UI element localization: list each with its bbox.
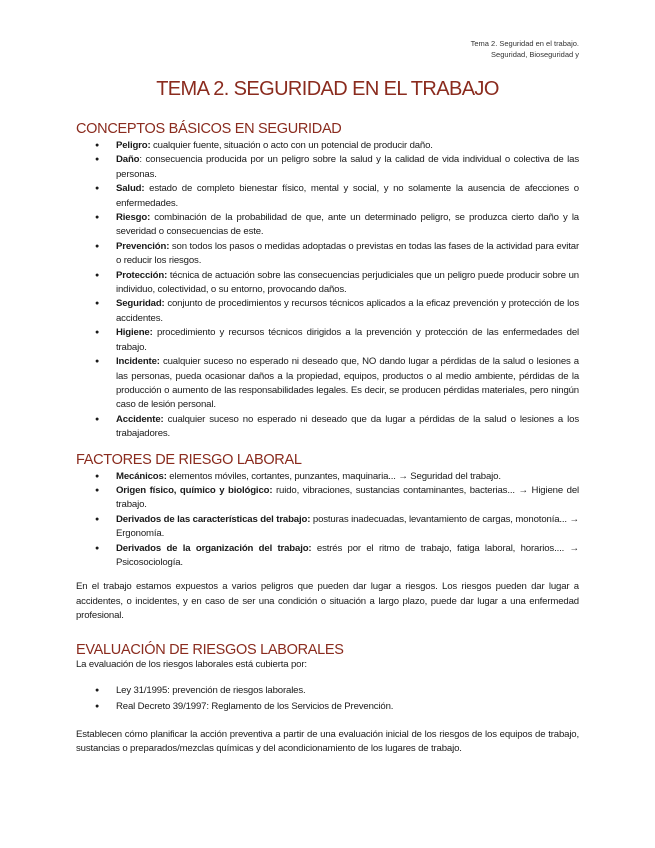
term-definition: técnica de actuación sobre las consecuencias perjudiciales que un peligro puede producir sobre un individuo, colectividad, o su entorno, provocando daños. — [116, 269, 579, 296]
term-definition: procedimiento y recursos técnicos dirigidos a la prevención y protección de las enfermedades del trabajo. — [116, 327, 579, 353]
list-item — [116, 513, 579, 542]
term-label: Protección: — [116, 269, 168, 281]
term-definition: ruido, vibraciones, sustancias contaminantes, bacterias... → Higiene del trabajo. — [116, 484, 579, 511]
list-item — [116, 240, 579, 269]
risk-factors-paragraph: En el trabajo estamos expuestos a varios peligros que pueden dar lugar a riesgos. Los riesgos pueden dar lugar a accidentes, o incidentes, y en caso de ser una condición o situación a largo plazo, puede dar lugar a una enfermedad profesional. — [76, 581, 579, 622]
page-title: TEMA 2. SEGURIDAD EN EL TRABAJO — [156, 78, 499, 100]
term-definition: conjunto de procedimientos y recursos técnicos aplicados a la eficaz prevención y protección de los accidentes. — [116, 298, 579, 324]
list-item — [116, 470, 579, 484]
list-item — [116, 211, 579, 240]
term-label: Peligro: — [116, 140, 151, 151]
risk-factors-list — [76, 470, 579, 571]
section-heading-evaluacion: EVALUACIÓN DE RIESGOS LABORALES — [76, 641, 344, 658]
list-item — [116, 484, 579, 513]
evaluation-paragraph: Establecen cómo planificar la acción preventiva a partir de una evaluación inicial de los riesgos de los equipos de trabajo, sustancias o preparados/mezclas químicas y del acondicionamiento de los lugares de trabajo. — [76, 728, 579, 755]
term-label: Higiene: — [116, 327, 153, 339]
running-header-line-1: Tema 2. Seguridad en el trabajo. — [470, 39, 579, 48]
laws-list — [76, 684, 579, 715]
term-label: Seguridad: — [116, 298, 165, 310]
term-label: Incidente: — [116, 356, 160, 368]
section-heading-factores: FACTORES DE RIESGO LABORAL — [76, 451, 302, 468]
section-heading-conceptos: CONCEPTOS BÁSICOS EN SEGURIDAD — [76, 121, 342, 137]
term-definition: cualquier suceso no esperado ni deseado que, NO dando lugar a pérdidas de la salud o lesiones a las personas, pueda ocasionar daños a la propiedad, equipos, productos o al medio ambiente, pérdidas de la producción o aumento de las responsabilidades legales. Es decir, se producen pérdidas materiales, pero ningún caso de lesión personal. — [116, 356, 579, 411]
running-header — [471, 38, 579, 60]
term-label: Prevención: — [116, 240, 170, 252]
list-item — [116, 355, 579, 413]
term-label: Salud: — [116, 183, 145, 195]
list-item — [116, 700, 579, 714]
term-label: Riesgo: — [116, 212, 151, 224]
running-header-line-2: Seguridad, Bioseguridad y — [491, 50, 579, 59]
term-definition: estrés por el ritmo de trabajo, fatiga laboral, horarios.... → Psicosociología. — [116, 542, 579, 568]
list-item — [116, 542, 579, 571]
term-definition: cualquier fuente, situación o acto con un potencial de producir daño. — [150, 140, 433, 151]
list-item — [116, 139, 579, 153]
term-label: Origen físico, químico y biológico: — [116, 484, 273, 496]
list-item — [116, 413, 579, 442]
list-item — [116, 684, 579, 698]
concepts-list — [76, 139, 579, 442]
term-definition: : consecuencia producida por un peligro sobre la salud y la calidad de vida individual o colectiva de las personas. — [116, 154, 579, 180]
list-item — [116, 153, 579, 182]
list-item — [116, 297, 579, 326]
term-label: Mecánicos: — [116, 470, 167, 482]
evaluation-intro: La evaluación de los riesgos laborales está cubierta por: — [76, 658, 307, 670]
term-definition: posturas inadecuadas, levantamiento de cargas, monotonía... → Ergonomía. — [116, 513, 579, 540]
term-definition: son todos los pasos o medidas adoptadas o previstas en todas las fases de la actividad para evitar o reducir los riesgos. — [116, 240, 579, 267]
law-text: Real Decreto 39/1997: Reglamento de los Servicios de Prevención. — [116, 701, 394, 713]
document-body — [76, 121, 579, 757]
term-label: Derivados de la organización del trabajo: — [116, 542, 312, 554]
term-label: Derivados de las características del trabajo: — [116, 513, 311, 525]
list-item — [116, 326, 579, 355]
term-definition: estado de completo bienestar físico, mental y social, y no solamente la ausencia de afecciones o enfermedades. — [116, 183, 579, 209]
term-definition: cualquier suceso no esperado ni deseado que da lugar a pérdidas de la salud o lesiones a los trabajadores. — [116, 413, 579, 440]
term-definition: combinación de la probabilidad de que, ante un determinado peligro, se produzca cierto daño y la severidad o consecuencias de este. — [116, 212, 579, 238]
list-item — [116, 182, 579, 211]
term-label: Daño — [116, 154, 140, 166]
term-definition: elementos móviles, cortantes, punzantes, maquinaria... → Seguridad del trabajo. — [166, 470, 501, 482]
term-label: Accidente: — [116, 413, 164, 425]
law-text: Ley 31/1995: prevención de riesgos laborales. — [116, 685, 306, 696]
list-item — [116, 269, 579, 298]
